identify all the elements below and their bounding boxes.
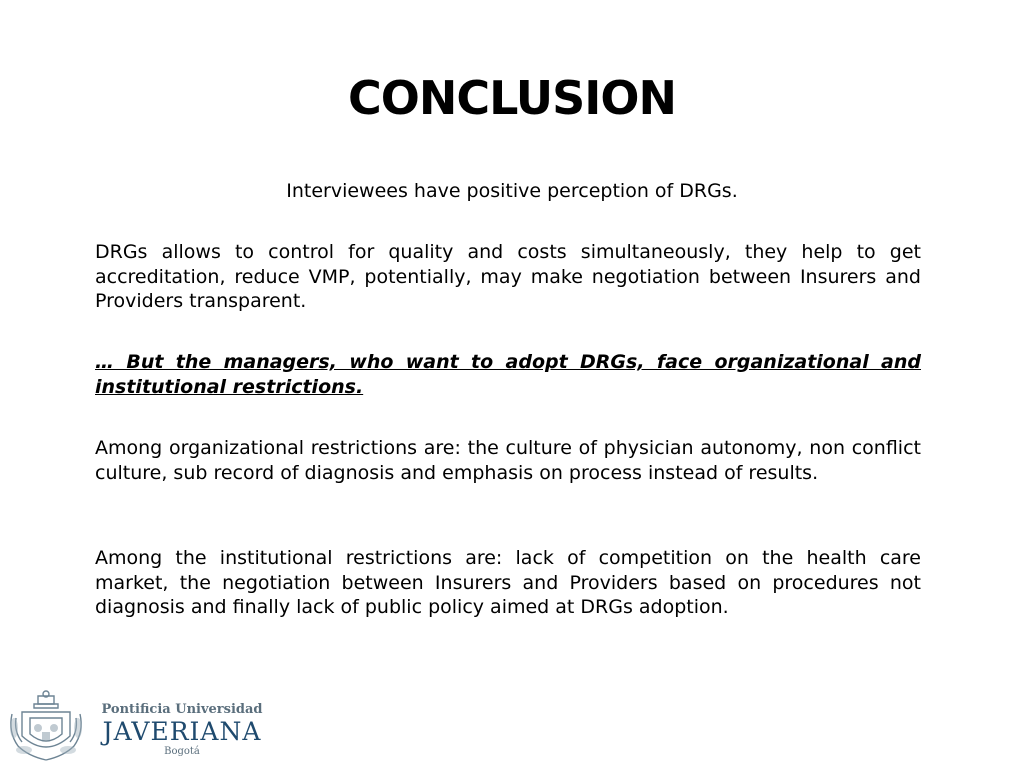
university-wordmark bbox=[100, 702, 264, 758]
logo-line-javeriana: JAVERIANA bbox=[102, 717, 262, 746]
paragraph-organizational-restrictions: Among organizational restrictions are: the culture of physician autonomy, non conflict culture, sub record of diagnosis and emphasis on process instead of results. bbox=[95, 437, 921, 484]
slide-title: CONCLUSION bbox=[348, 71, 676, 125]
logo-line-pontificia: Pontificia Universidad bbox=[101, 702, 263, 717]
university-logo bbox=[4, 688, 264, 764]
paragraph-restrictions-highlight: … But the managers, who want to adopt DRGs, face organizational and institutional restrictions. bbox=[95, 351, 921, 398]
logo-line-bogota: Bogotá bbox=[164, 746, 200, 757]
paragraph-drgs-benefits: DRGs allows to control for quality and costs simultaneously, they help to get accreditation, reduce VMP, potentially, may make negotiation between Insurers and Providers transparent. bbox=[95, 241, 921, 312]
slide-subtitle: Interviewees have positive perception of DRGs. bbox=[286, 180, 738, 202]
university-seal-icon bbox=[4, 688, 88, 764]
paragraph-institutional-restrictions: Among the institutional restrictions are: lack of competition on the health care market, the negotiation between Insurers and Providers based on procedures not diagnosis and finally lack of public policy aimed at DRGs adoption. bbox=[95, 547, 921, 618]
